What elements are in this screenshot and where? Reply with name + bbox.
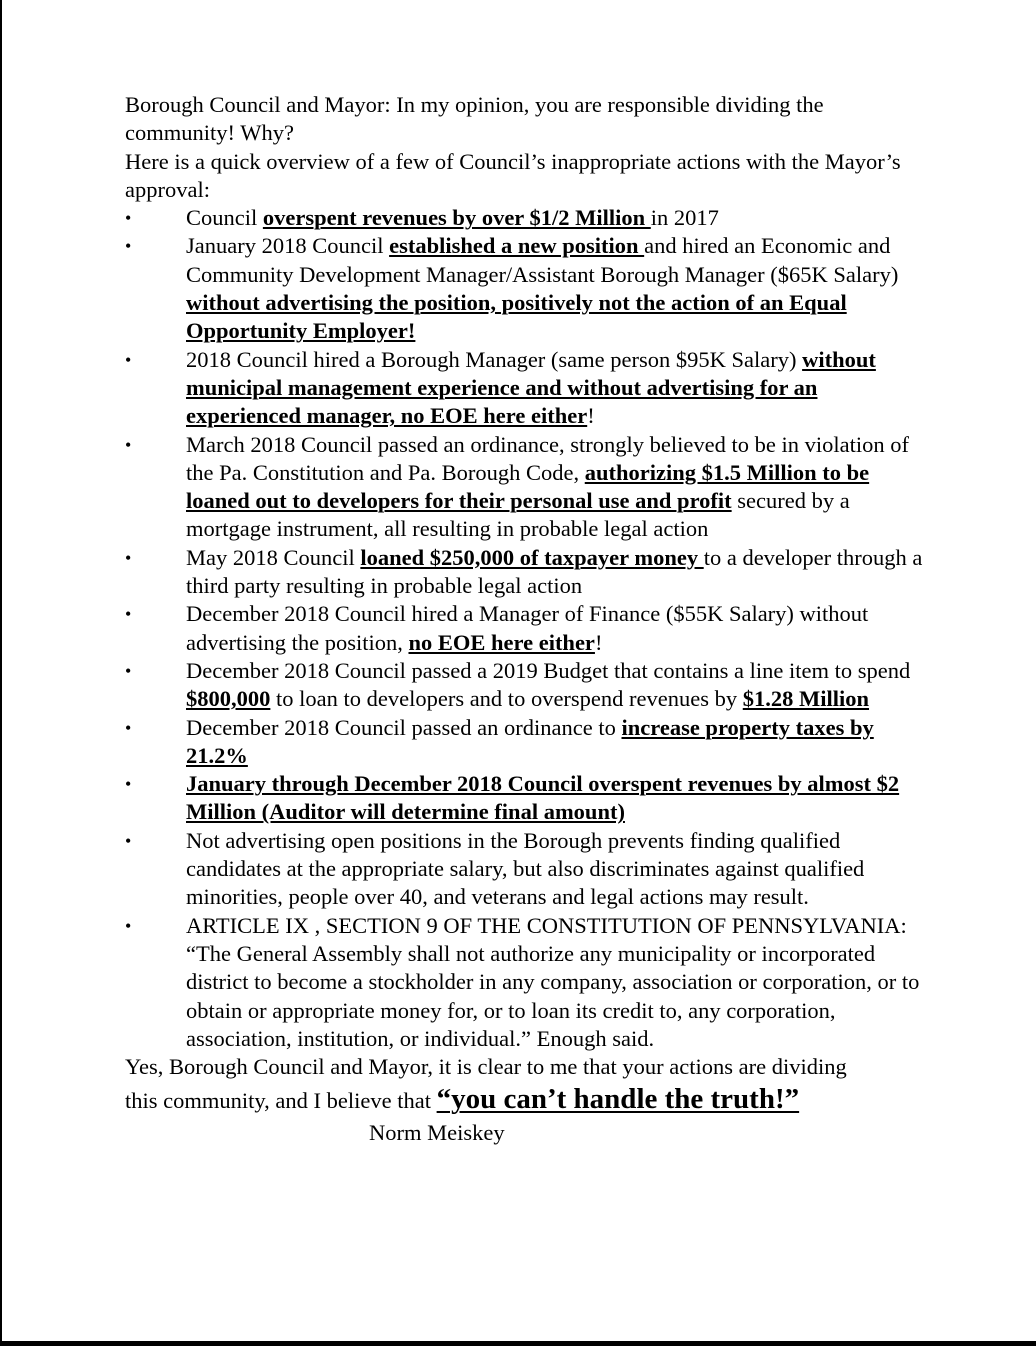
closing-line-2 [125,1081,925,1119]
emphasized-text: $1.28 Million [742,686,870,712]
closing-line-1: Yes, Borough Council and Mayor, it is clear to me that your actions are dividing [125,1054,847,1080]
body-text: 2018 Council hired a Borough Manager (same person $95K Salary) [186,346,803,372]
body-text: ! [587,403,595,429]
bullet-icon: • [125,604,132,625]
list-item [125,544,925,601]
emphasized-text: $800,000 [186,686,271,712]
body-text: Council [186,205,263,231]
bullet-icon: • [125,547,132,568]
bullet-icon: • [125,660,132,681]
list-item [125,431,925,544]
list-item [125,912,925,1053]
intro-paragraph-2: Here is a quick overview of a few of Council’s inappropriate actions with the Mayor’s approval: [125,148,901,202]
list-item [125,600,925,657]
body-text: December 2018 Council passed an ordinance to [186,714,622,740]
body-text: to loan to developers and to overspend revenues by [270,686,743,712]
body-text: March 2018 Council passed an ordinance, strongly believed to be in violation of the Pa. Constitution and Pa. Borough Code, [186,431,909,485]
list-item [125,714,925,771]
bullet-icon: • [125,717,132,738]
body-text: ARTICLE IX , SECTION 9 OF THE CONSTITUTION OF PENNSYLVANIA: “The General Assembly shall not authorize any municipality or incorporated district to become a stockholder in any company, association or corporation, or to obtain or appropriate money for, or to loan its credit to, any corporation, association, institution, or individual.” Enough said. [186,912,920,1051]
body-text: December 2018 Council passed a 2019 Budget that contains a line item to spend [186,657,911,683]
body-text: secured by a mortgage instrument, all resulting in probable legal action [186,488,850,542]
closing-quote: “you can’t handle the truth!” [436,1083,800,1116]
list-item [125,204,925,232]
letter-body [125,91,925,1148]
emphasized-text: no EOE here either [408,629,595,655]
body-text: ! [594,629,603,655]
page-bottom-border [0,1341,1036,1346]
emphasized-text: without municipal management experience and without advertising for an experienced manager, no EOE here either [186,346,876,429]
body-text: December 2018 Council hired a Manager of Finance ($55K Salary) without advertising the position, [186,601,869,655]
bullet-icon: • [125,774,132,795]
bullet-icon: • [125,434,132,455]
body-text: May 2018 Council [186,544,361,570]
body-text: January 2018 Council [186,233,390,259]
list-item [125,232,925,345]
list-item [125,657,925,714]
bullet-icon: • [125,208,132,229]
emphasized-text: increase property taxes by 21.2% [186,714,874,768]
emphasized-text: established a new position [389,233,645,259]
list-item [125,827,925,912]
emphasized-text: without advertising the position, positively not the action of an Equal Opportunity Employer! [186,290,847,344]
closing-line-2-prefix: this community, and I believe that [125,1088,437,1114]
body-text: Not advertising open positions in the Borough prevents finding qualified candidates at the appropriate salary, but also discriminates against qualified minorities, people over 40, and veterans and legal actions may result. [186,827,865,910]
bullet-icon: • [125,830,132,851]
page-left-border [0,0,2,1346]
emphasized-text: authorizing $1.5 Million to be loaned out to developers for their personal use and profit [186,459,870,514]
body-text: in 2017 [650,205,719,231]
emphasized-text: overspent revenues by over $1/2 Million [262,205,651,231]
emphasized-text: loaned $250,000 of taxpayer money [360,544,704,570]
body-text: and hired an Economic and Community Development Manager/Assistant Borough Manager ($65K Salary) [186,233,899,287]
body-text: to a developer through a third party resulting in probable legal action [186,544,923,599]
grievance-list [125,204,925,1053]
list-item [125,346,925,431]
bullet-icon: • [125,915,132,936]
intro-paragraph-1: Borough Council and Mayor: In my opinion, you are responsible dividing the community! Why? [125,92,824,146]
signature: Norm Meiskey [369,1120,505,1146]
bullet-icon: • [125,349,132,370]
list-item [125,770,925,827]
emphasized-text: January through December 2018 Council overspent revenues by almost $2 Million (Auditor will determine final amount) [186,771,900,825]
bullet-icon: • [125,236,132,257]
